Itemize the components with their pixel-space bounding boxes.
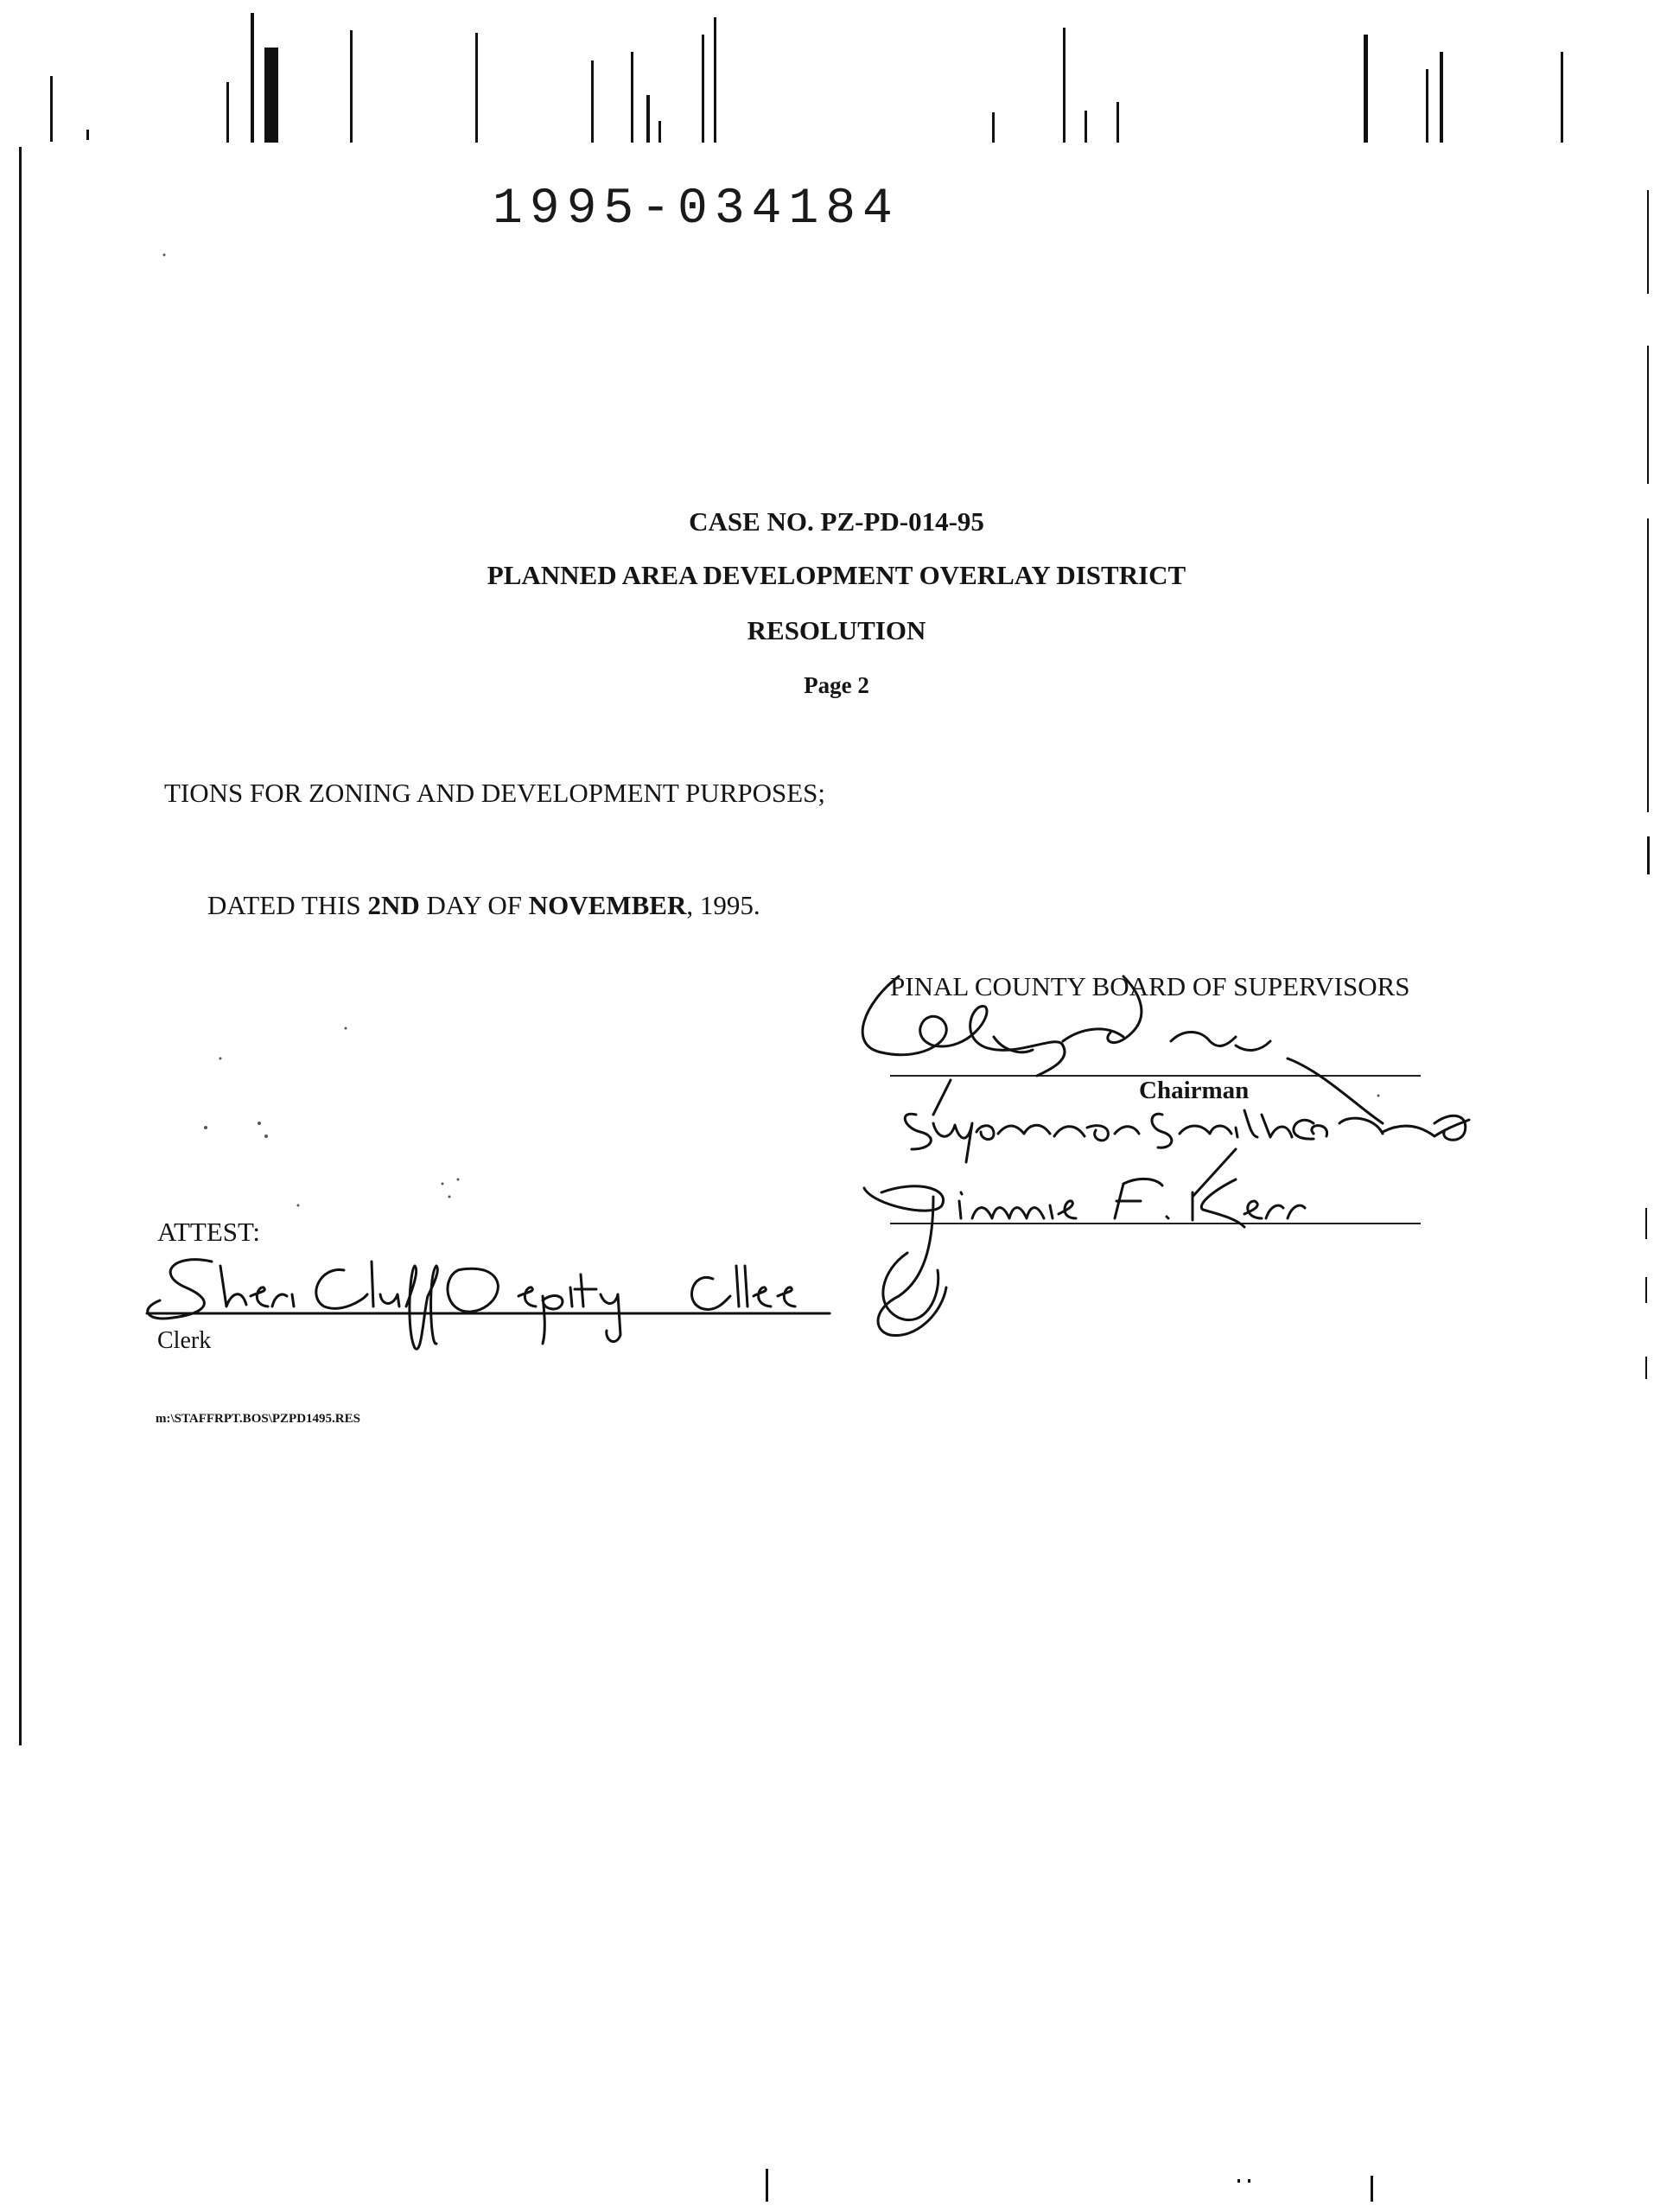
dated-suffix: , 1995. [686, 890, 760, 920]
recording-number-stamp: 1995-034184 [493, 181, 900, 238]
document-title: PLANNED AREA DEVELOPMENT OVERLAY DISTRICT [487, 560, 1186, 590]
clerk-signature [147, 1260, 830, 1350]
chairman-signature [862, 976, 1270, 1115]
dated-prefix: DATED THIS [207, 890, 368, 920]
page-number: Page 2 [804, 672, 869, 698]
dated-month: NOVEMBER [528, 890, 687, 920]
member-signature [864, 1179, 1305, 1335]
chairman-label: Chairman [1139, 1077, 1250, 1104]
clerk-label: Clerk [157, 1327, 212, 1354]
resolution-heading: RESOLUTION [747, 615, 926, 645]
attest-label: ATTEST: [157, 1217, 261, 1247]
body-text-fragment: TIONS FOR ZONING AND DEVELOPMENT PURPOSES; [164, 778, 826, 808]
dated-day: 2ND [367, 890, 420, 920]
dated-middle: DAY OF [419, 890, 529, 920]
supervisor-note-signature [905, 1110, 1469, 1162]
case-number: CASE NO. PZ-PD-014-95 [689, 506, 984, 537]
file-path-footer: m:\STAFFRPT.BOS\PZPD1495.RES [156, 1412, 360, 1426]
board-name: PINAL COUNTY BOARD OF SUPERVISORS [890, 971, 1410, 1001]
